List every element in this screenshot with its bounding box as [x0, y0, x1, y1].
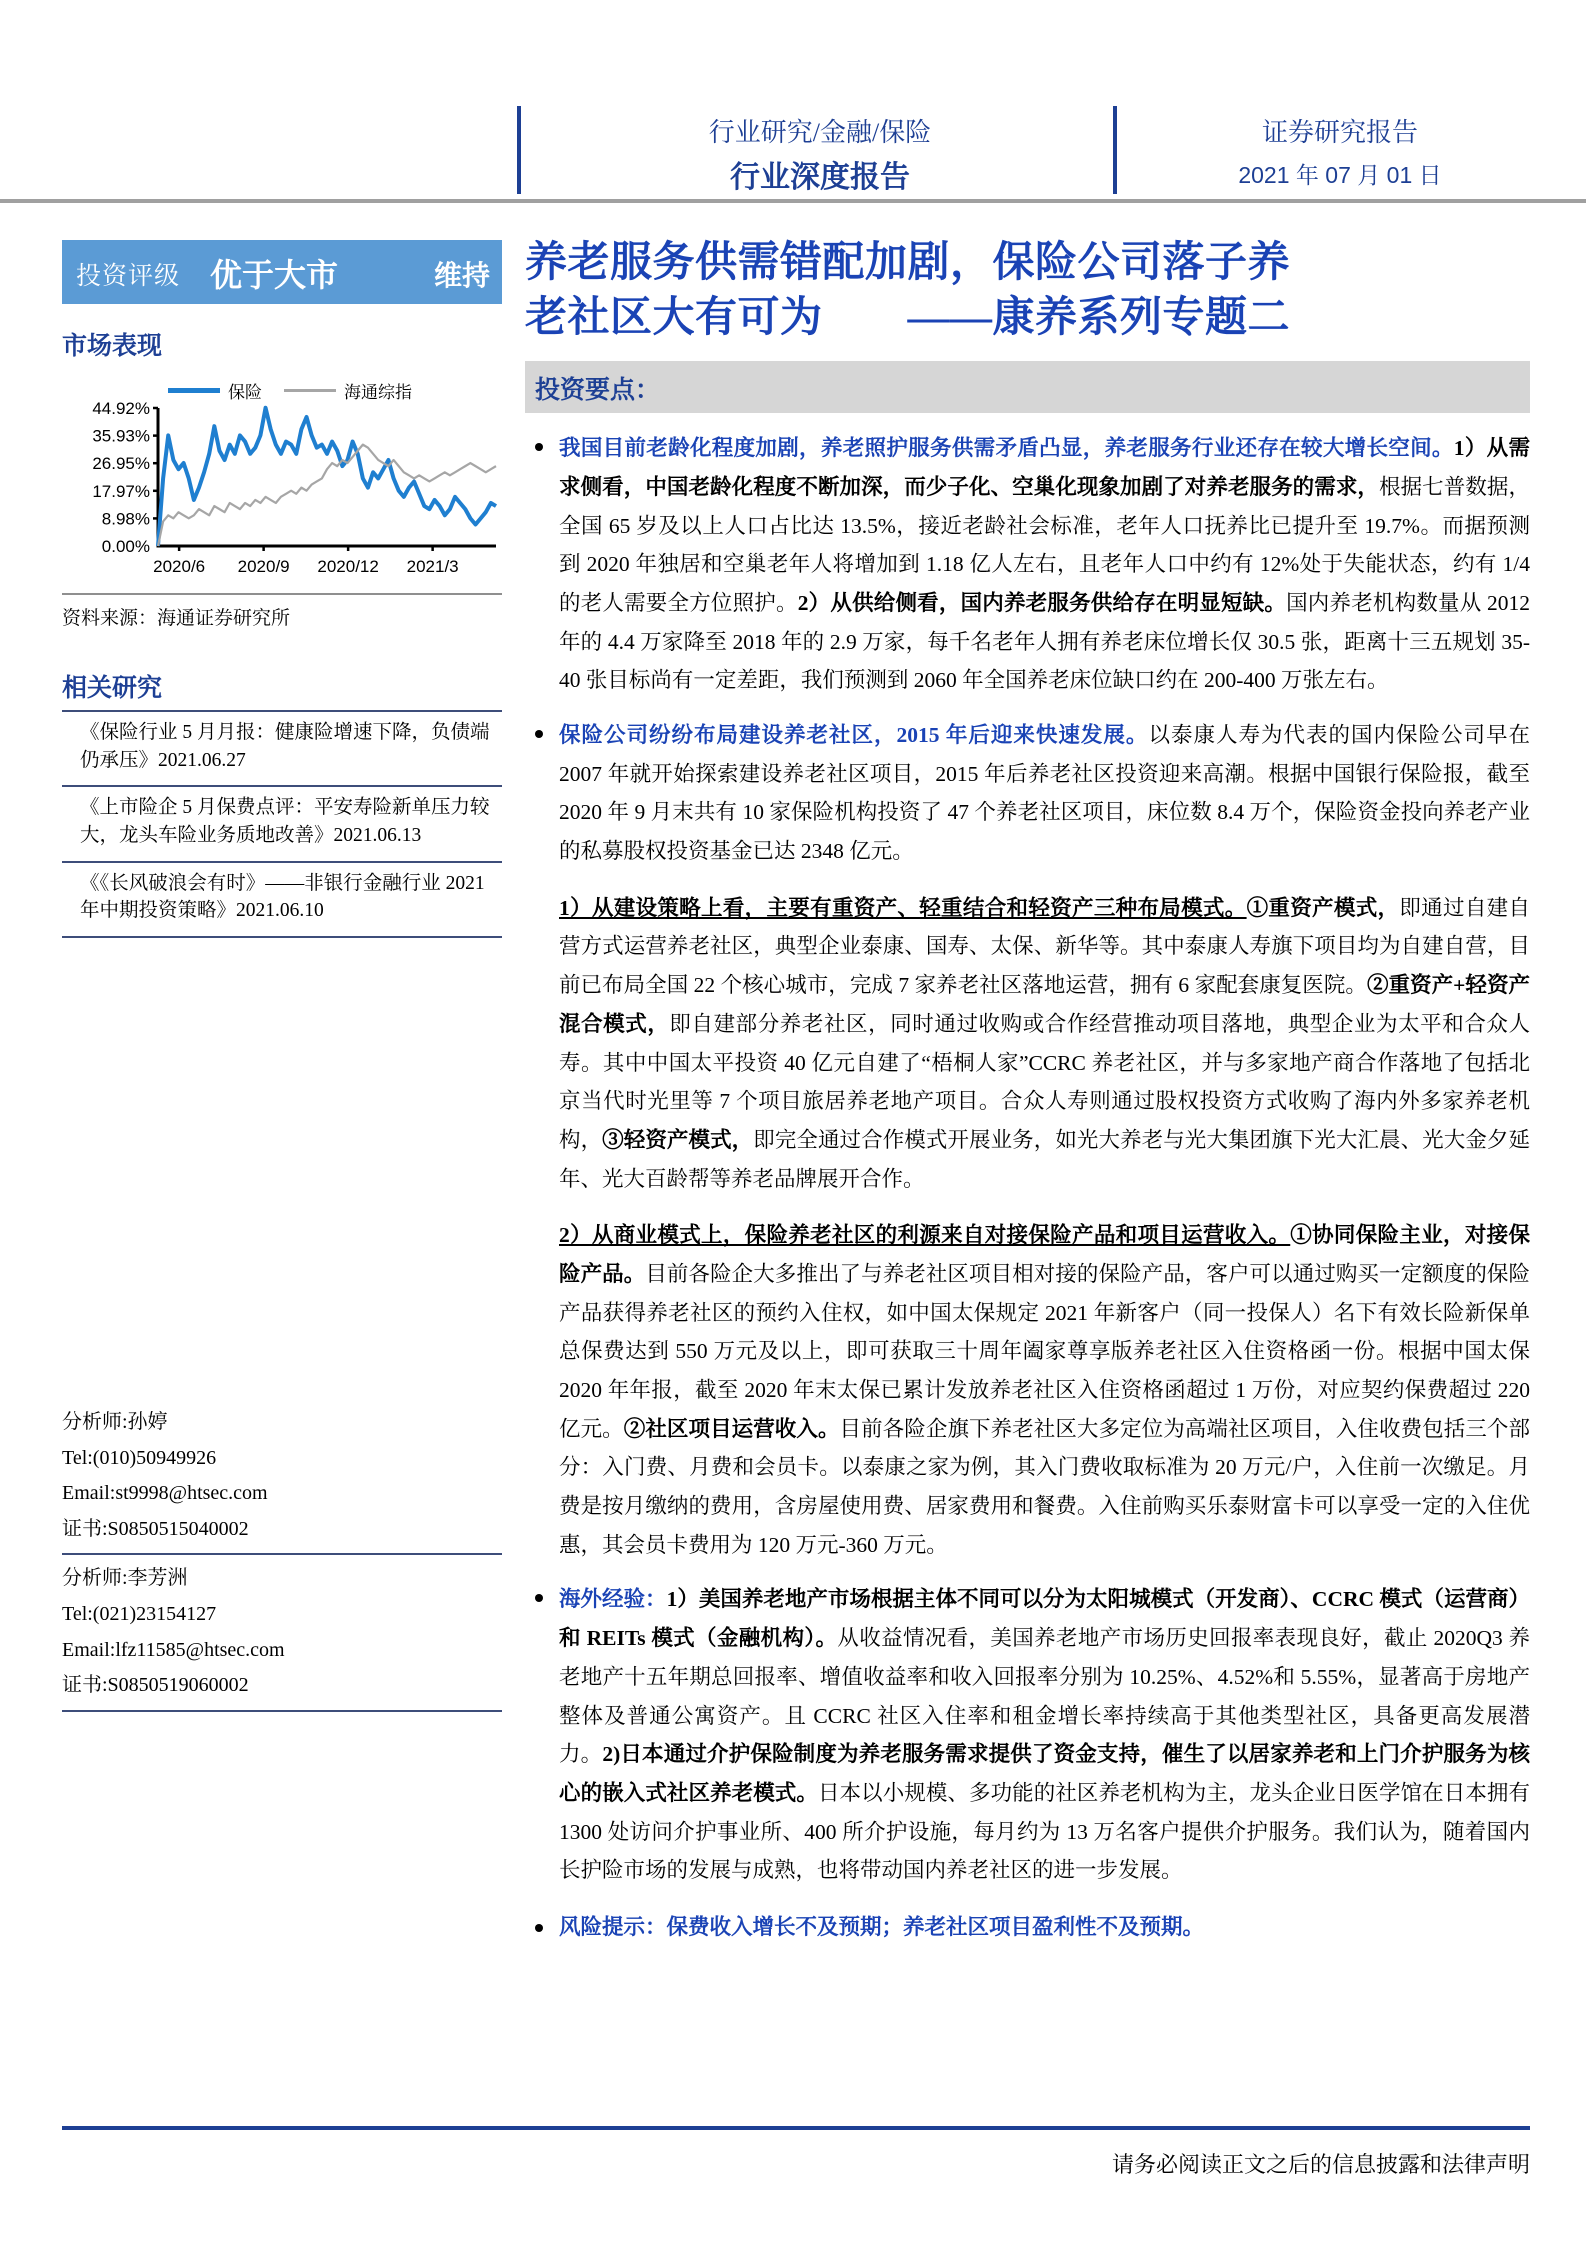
chart-legend [168, 378, 412, 403]
paragraph [559, 429, 1530, 700]
related-item[interactable]: 《保险行业 5 月月报：健康险增速下降，负债端仍承压》2021.06.27 [80, 722, 490, 771]
text-run: 即完全通过合作模式开展业务，如光大养老与光大集团旗下光大汇晨、光大金夕延年、光大百龄帮等养老品牌展开合作。 [559, 1127, 1530, 1191]
header-brand: 证券研究报告 [1261, 118, 1418, 147]
y-axis-tick-label: 0.00% [101, 537, 150, 556]
text-run: 海外经验： [559, 1587, 667, 1612]
text-run: ②社区项目运营收入。 [623, 1416, 840, 1441]
y-axis-tick-label: 44.92% [92, 402, 150, 418]
bullet-list [525, 429, 1530, 1890]
page-header [0, 0, 1586, 212]
header-divider-left [517, 106, 521, 194]
paragraph [559, 1580, 1530, 1890]
analyst-name: 分析师:李芳洲 [62, 1567, 188, 1590]
page-title-line1: 养老服务供需错配加剧，保险公司落子养 [525, 240, 1291, 286]
y-axis-tick-label: 8.98% [101, 509, 150, 529]
footer-rule [62, 2126, 1530, 2130]
chart-plot [62, 402, 502, 590]
text-run: 即通过自建自营方式运营养老社区，典型企业泰康、国寿、太保、新华等。其中泰康人寿旗下项目均为自建自营，目前已布局全国 22 个核心城市，完成 7 家养老社区落地运营，拥有 6 家配套康复医院。 [559, 895, 1530, 998]
page-title-line2: 老社区大有可为 ——康养系列专题二 [525, 294, 1291, 341]
analyst-divider [62, 1553, 502, 1555]
y-axis-tick-label: 26.95% [92, 454, 150, 474]
legend-swatch-insurance [168, 388, 220, 393]
investment-points-header [525, 361, 1530, 413]
legend-label-index: 海通综指 [344, 383, 412, 402]
market-performance-chart [62, 376, 502, 591]
risk-text: 保费收入增长不及预期；养老社区项目盈利性不及预期。 [666, 1914, 1205, 1939]
header-category: 行业研究/金融/保险 [708, 118, 932, 147]
bullet-item [525, 429, 1530, 700]
sidebar [62, 240, 502, 942]
footer-disclaimer: 请务必阅读正文之后的信息披露和法律声明 [1111, 2152, 1530, 2177]
header-rule [0, 199, 1586, 203]
chart-source: 资料来源：海通证券研究所 [62, 608, 291, 629]
x-axis-tick-label: 2021/3 [406, 557, 459, 576]
analyst-divider [62, 1710, 502, 1712]
investment-rating-bar [62, 240, 502, 304]
text-run: 2）从供给侧看，国内养老服务供给存在明显短缺。 [797, 590, 1287, 615]
bullet-item [525, 716, 1530, 1564]
related-rule-2 [62, 861, 502, 863]
text-run: ①协同保险主业，对接保险产品。 [559, 1223, 1530, 1286]
x-axis-tick-label: 2020/9 [237, 557, 290, 576]
main-content [525, 236, 1530, 1941]
text-run: 国内养老机构数量从 2012 年的 4.4 万家降至 2018 年的 2.9 万家，每千名老年人拥有养老床位增长仅 30.5 张，距离十三五规划 35-40 张目标尚有一定差距，我们预测到 2060 年全国养老床位缺口约在 200-400 万张左右。 [559, 590, 1530, 693]
text-run: 2)日本通过介护保险制度为养老服务需求提供了资金支持，催生了以居家养老和上门介护服务为核心的嵌入式社区养老模式。 [559, 1742, 1530, 1805]
legend-label-insurance: 保险 [228, 383, 262, 402]
related-rule-0 [62, 710, 502, 712]
paragraph [559, 716, 1530, 871]
text-run: 1）从建设策略上看，主要有重资产、轻重结合和轻资产三种布局模式。 [559, 895, 1247, 920]
analyst-email[interactable]: Email:lfz11585@htsec.com [62, 1638, 285, 1661]
text-run: ①重资产模式， [1246, 895, 1400, 920]
rating-action: 维持 [433, 261, 490, 292]
related-item[interactable]: 《《长风破浪会有时》——非银行金融行业 2021 年中期投资策略》2021.06.10 [80, 872, 485, 922]
y-axis-tick-label: 17.97% [92, 481, 150, 501]
bullet-dot-icon [535, 1594, 543, 1602]
related-research-title: 相关研究 [62, 675, 163, 702]
market-performance-title: 市场表现 [62, 333, 163, 360]
risk-label: 风险提示： [559, 1914, 667, 1939]
related-research-block [62, 668, 502, 938]
x-axis-tick-label: 2020/6 [153, 557, 206, 576]
risk-notice [559, 1910, 1530, 1941]
analyst-block [62, 1405, 502, 1718]
analyst-cert: 证书:S0850519060002 [62, 1674, 249, 1697]
analyst-cert: 证书:S0850515040002 [62, 1517, 249, 1540]
investment-points-label: 投资要点： [535, 377, 661, 405]
bullet-item [525, 1580, 1530, 1890]
risk-row [525, 1910, 1530, 1941]
text-run: 1）从需求侧看，中国老龄化程度不断加深，而少子化、空巢化现象加剧了对养老服务的需求， [559, 436, 1530, 499]
paragraph [559, 1216, 1530, 1564]
text-run: 从收益情况看，美国养老地产市场历史回报率表现良好，截止 2020Q3 养老地产十五年期总回报率、增值收益率和收入回报率分别为 10.25%、4.52%和 5.55%，显著高于房地产整体及普通公寓资产。且 CCRC 社区入住率和租金增长率持续高于其他类型社区，具备更高发展潜力。 [559, 1626, 1530, 1767]
text-run: 1）美国养老地产市场根据主体不同可以分为太阳城模式（开发商）、CCRC 模式（运营商）和 REITs 模式（金融机构）。 [559, 1587, 1530, 1651]
text-run: 2）从商业模式上，保险养老社区的利源来自对接保险产品和项目运营收入。 [559, 1223, 1291, 1248]
text-run: 我国目前老龄化程度加剧，养老照护服务供需矛盾凸显，养老服务行业还存在较大增长空间。 [559, 436, 1454, 461]
x-axis-tick-label: 2020/12 [317, 557, 379, 576]
header-date: 2021 年 07 月 01 日 [1238, 162, 1442, 188]
header-report-type: 行业深度报告 [730, 161, 910, 194]
analyst-tel: Tel:(010)50949926 [62, 1446, 217, 1469]
text-run: 以泰康人寿为代表的国内保险公司早在 2007 年就开始探索建设养老社区项目，2015 年后养老社区投资迎来高潮。根据中国银行保险报，截至 2020 年 9 月末共有 10 家保险机构投资了 47 个养老社区项目，床位数 8.4 万个，保险资金投向养老产业的私募股权投资基金已达 2348 亿元。 [559, 723, 1530, 864]
bullet-dot-icon [535, 730, 543, 738]
text-run: ②重资产+轻资产混合模式， [559, 973, 1530, 1036]
chart-svg [62, 402, 502, 590]
related-item[interactable]: 《上市险企 5 月保费点评：平安寿险新单压力较大，龙头车险业务质地改善》2021.06.13 [80, 797, 490, 847]
bullet-dot-icon [535, 1924, 543, 1932]
bullet-dot-icon [535, 443, 543, 451]
legend-swatch-index [284, 389, 336, 392]
page-title [525, 236, 1530, 345]
text-run: 即自建部分养老社区，同时通过收购或合作经营推动项目落地，典型企业为太平和合众人寿。其中中国太平投资 40 亿元自建了“梧桐人家”CCRC 养老社区，并与多家地产商合作落地了包括北京当代时光里等 7 个项目旅居养老地产项目。合众人寿则通过股权投资方式收购了海内外多家养老机构， [559, 1011, 1530, 1152]
related-rule-3 [62, 936, 502, 938]
chart-axes [158, 408, 496, 546]
text-run: 根据七普数据，全国 65 岁及以上人口占比达 13.5%，接近老龄社会标准，老年人口抚养比已提升至 19.7%。而据预测到 2020 年独居和空巢老年人将增加到 1.18 亿人左右，且老年人口中约有 12%处于失能状态，约有 1/4 的老人需要全方位照护。 [559, 474, 1530, 615]
header-divider-right [1113, 106, 1117, 194]
analyst-tel: Tel:(021)23154127 [62, 1602, 217, 1625]
related-rule-1 [62, 785, 502, 787]
y-axis-tick-label: 35.93% [92, 426, 150, 446]
chart-series-line [158, 408, 496, 546]
rating-label: 投资评级 [76, 263, 181, 290]
text-run: ③轻资产模式， [602, 1127, 754, 1152]
rating-value: 优于大市 [210, 257, 339, 293]
analyst-email[interactable]: Email:st9998@htsec.com [62, 1482, 268, 1505]
text-run: 目前各险企旗下养老社区大多定位为高端社区项目，入住收费包括三个部分：入门费、月费和会员卡。以泰康之家为例，其入门费收取标准为 20 万元/户，入住前一次缴足。月费是按月缴纳的费用，含房屋使用费、居家费用和餐费。入住前购买乐泰财富卡可以享受一定的入住优惠，其会员卡费用为 120 万元-360 万元。 [559, 1416, 1530, 1557]
chart-source-rule [62, 593, 502, 595]
text-run: 保险公司纷纷布局建设养老社区，2015 年后迎来快速发展。 [559, 723, 1149, 747]
text-run: 目前各险企大多推出了与养老社区项目相对接的保险产品，客户可以通过购买一定额度的保险产品获得养老社区的预约入住权，如中国太保规定 2021 年新客户（同一投保人）名下有效长险新保单总保费达到 550 万元及以上，即可获取三十周年阖家尊享版养老社区入住资格函一份。根据中国太保 2020 年年报，截至 2020 年末太保已累计发放养老社区入住资格函超过 1 万份，对应契约保费超过 220 亿元。 [559, 1261, 1530, 1441]
analyst-name: 分析师:孙婷 [62, 1411, 168, 1433]
text-run: 日本以小规模、多功能的社区养老机构为主，龙头企业日医学馆在日本拥有 1300 处访问介护事业所、400 所介护设施，每月约为 13 万名客户提供介护服务。我们认为，随着国内长护险市场的发展与成熟，也将带动国内养老社区的进一步发展。 [559, 1780, 1530, 1883]
paragraph [559, 889, 1530, 1199]
